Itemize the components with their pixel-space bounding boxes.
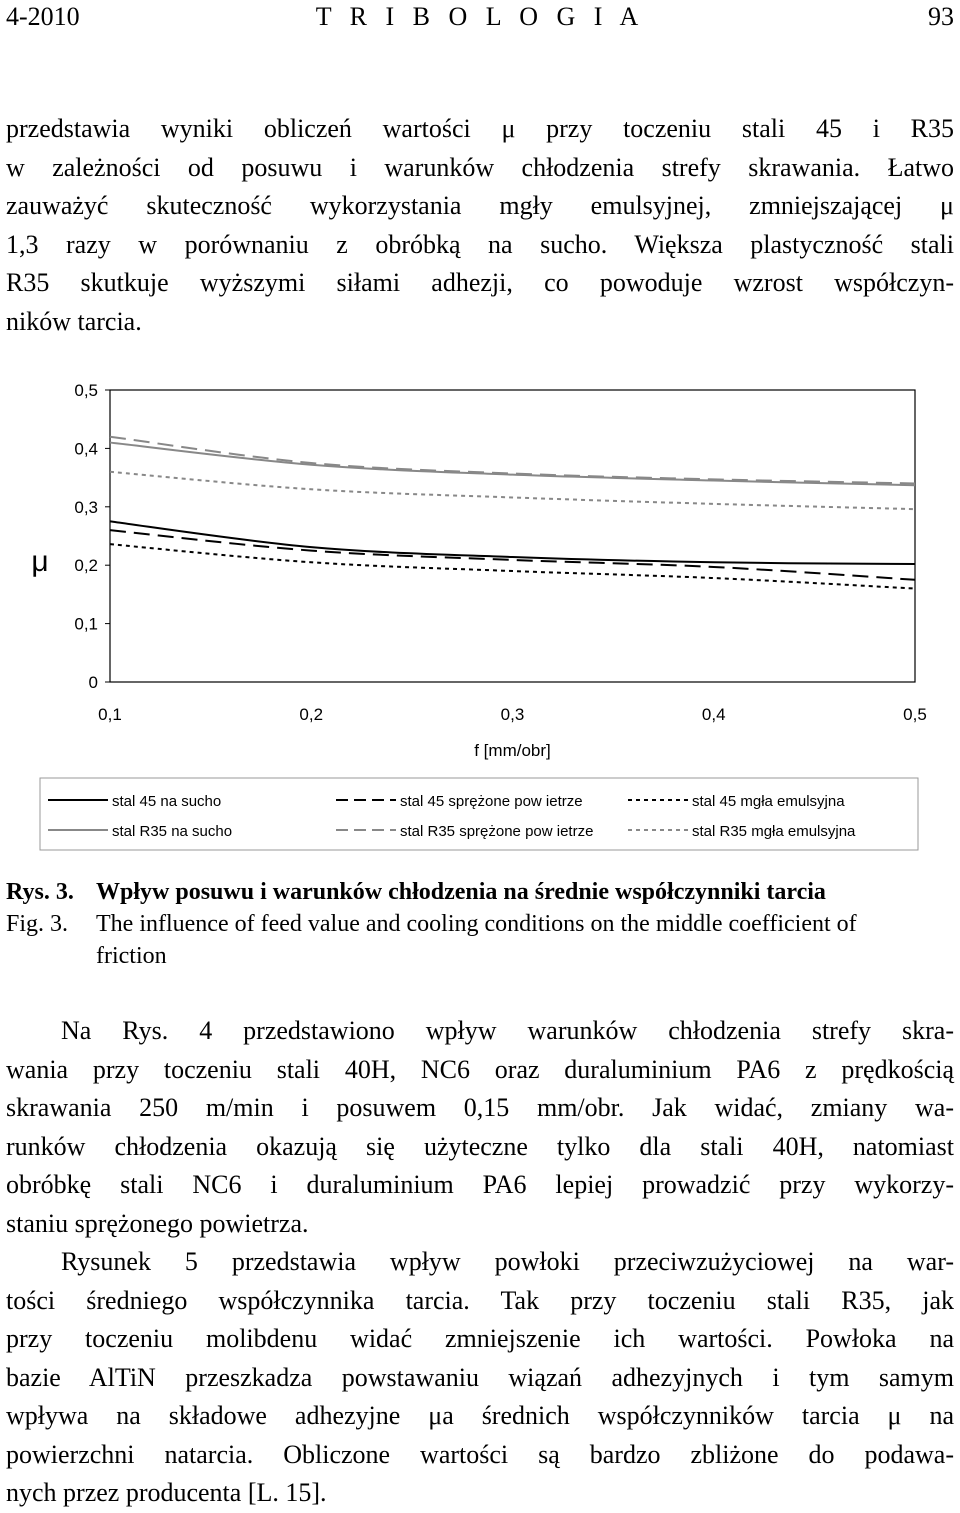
- text-line: Na Rys. 4 przedstawiono wpływ warunków chłodzenia strefy skra-: [61, 1016, 954, 1045]
- page-header: [6, 0, 954, 34]
- x-tick-label: 0,4: [701, 705, 726, 724]
- text-line: wania przy toczeniu stali 40H, NC6 oraz duraluminium PA6 z prędkością: [6, 1054, 954, 1084]
- text-line: staniu sprężonego powietrza.: [6, 1208, 309, 1238]
- journal-title: T R I B O L O G I A: [315, 2, 645, 31]
- series-line: [110, 443, 915, 486]
- text-line: zauważyć skuteczność wykorzystania mgły emulsyjnej, zmniejszającej μ: [6, 191, 954, 220]
- caption-label: Fig. 3.: [6, 911, 69, 937]
- text-line: nych przez producenta [L. 15].: [6, 1478, 327, 1507]
- y-tick-label: 0: [88, 673, 98, 692]
- y-tick-label: 0,5: [74, 381, 98, 400]
- text-line: Rysunek 5 przedstawia wpływ powłoki przeciwzużyciowej na war-: [61, 1247, 954, 1276]
- legend-label: stal 45 sprężone pow ietrze: [400, 793, 583, 810]
- text-line: 1,3 razy w porównaniu z obróbką na sucho. Większa plastyczność stali: [6, 229, 954, 259]
- legend-label: stal R35 mgła emulsyjna: [692, 823, 856, 840]
- text-line: tości średniego współczynnika tarcia. Tak przy toczeniu stali R35, jak: [6, 1285, 954, 1315]
- y-axis-label: μ: [31, 545, 49, 579]
- legend-label: stal R35 sprężone pow ietrze: [400, 823, 594, 840]
- x-tick-label: 0,1: [98, 705, 122, 724]
- y-tick-label: 0,1: [74, 614, 98, 634]
- x-tick-label: 0,3: [500, 705, 525, 724]
- text-line: przy toczeniu molibdenu widać zmniejszenie ich wartości. Powłoka na: [6, 1324, 954, 1353]
- text-line: R35 skutkuje wyższymi siłami adhezji, co powoduje wzrost współczyn-: [6, 268, 954, 297]
- text-line: obróbkę stali NC6 i duraluminium PA6 lepiej prowadzić przy wykorzy-: [6, 1170, 954, 1199]
- x-tick-label: 0,5: [903, 705, 927, 724]
- caption-text: The influence of feed value and cooling conditions on the middle coefficient of: [96, 911, 857, 937]
- text-line: przedstawia wyniki obliczeń wartości μ przy toczeniu stali 45 i R35: [6, 114, 954, 143]
- plot-area: [110, 390, 915, 682]
- y-tick-label: 0,2: [74, 556, 98, 576]
- text-line: skrawania 250 m/min i posuwem 0,15 mm/obr. Jak widać, zmiany wa-: [6, 1093, 954, 1122]
- caption-text: friction: [96, 943, 167, 969]
- x-axis-label: f [mm/obr]: [474, 741, 551, 760]
- legend-label: stal 45 na sucho: [112, 793, 222, 810]
- text-line: w zależności od posuwu i warunków chłodzenia strefy skrawania. Łatwo: [6, 152, 954, 182]
- legend-label: stal 45 mgła emulsyjna: [692, 793, 845, 810]
- series-line: [110, 544, 915, 588]
- text-line: wpływa na składowe adhezyjne μa średnich współczynników tarcia μ na: [6, 1401, 954, 1430]
- page-number: 93: [928, 2, 954, 31]
- text-line: powierzchni natarcia. Obliczone wartości są bardzo zbliżone do podawa-: [6, 1439, 954, 1469]
- intro-paragraph: [6, 110, 954, 341]
- y-tick-label: 0,4: [74, 439, 98, 459]
- text-line: ników tarcia.: [6, 306, 142, 336]
- x-tick-label: 0,2: [299, 705, 324, 724]
- caption-label: Rys. 3.: [6, 879, 74, 905]
- series-line: [110, 437, 915, 484]
- series-line: [110, 472, 915, 509]
- legend-label: stal R35 na sucho: [112, 823, 233, 840]
- body-paragraphs: [6, 1012, 954, 1513]
- text-line: runków chłodzenia okazują się użyteczne tylko dla stali 40H, natomiast: [6, 1131, 954, 1161]
- y-tick-label: 0,3: [74, 497, 98, 517]
- friction-chart: [0, 380, 960, 860]
- text-line: bazie AlTiN przeszkadza powstawaniu wiązań adhezyjnych i tym samym: [6, 1362, 954, 1392]
- issue-number: 4-2010: [6, 2, 80, 31]
- caption-text: Wpływ posuwu i warunków chłodzenia na średnie współczynniki tarcia: [96, 879, 826, 905]
